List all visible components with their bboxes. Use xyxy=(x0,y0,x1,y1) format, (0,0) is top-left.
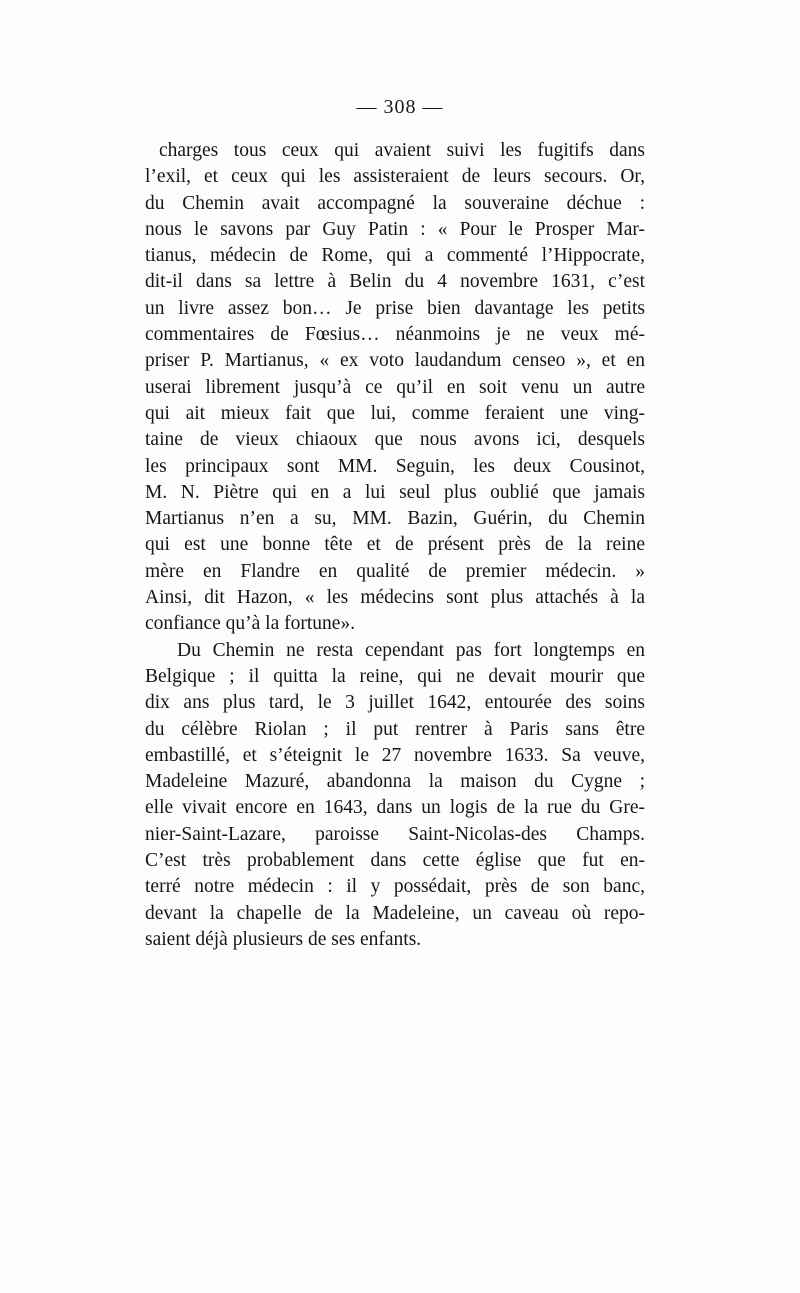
text-line: nier-Saint-Lazare, paroisse Saint-Nicolas-des Champs. xyxy=(145,823,645,845)
text-line: confiance qu’à la fortune». xyxy=(145,613,356,635)
page-number: — 308 — xyxy=(356,96,444,118)
text-line: saient déjà plusieurs de ses enfants. xyxy=(145,928,422,950)
text-line: embastillé, et s’éteignit le 27 novembre 1633. Sa veuve, xyxy=(145,744,645,766)
text-line: un livre assez bon… Je prise bien davantage les petits xyxy=(145,297,645,319)
text-line: priser P. Martianus, « ex voto laudandum censeo », et en xyxy=(145,350,645,372)
text-line: Du Chemin ne resta cependant pas fort longtemps en xyxy=(177,639,645,661)
text-line: charges tous ceux qui avaient suivi les fugitifs dans xyxy=(159,140,645,161)
text-line: devant la chapelle de la Madeleine, un caveau où repo- xyxy=(145,902,645,924)
body-text xyxy=(145,138,645,953)
text-line: dit-il dans sa lettre à Belin du 4 novembre 1631, c’est xyxy=(145,271,645,293)
text-line: M. N. Piètre qui en a lui seul plus oublié que jamais xyxy=(145,481,645,503)
text-line: du célèbre Riolan ; il put rentrer à Paris sans être xyxy=(145,718,645,740)
text-line: du Chemin avait accompagné la souveraine déchue : xyxy=(145,192,645,214)
text-line: qui est une bonne tête et de présent près de la reine xyxy=(145,534,645,556)
text-line: Belgique ; il quitta la reine, qui ne devait mourir que xyxy=(145,665,645,687)
text-line: terré notre médecin : il y possédait, près de son banc, xyxy=(145,876,645,898)
text-line: commentaires de Fœsius… néanmoins je ne veux mé- xyxy=(145,324,645,346)
text-line: l’exil, et ceux qui les assisteraient de leurs secours. Or, xyxy=(145,166,645,188)
text-line: Martianus n’en a su, MM. Bazin, Guérin, du Chemin xyxy=(145,508,645,530)
text-line: mère en Flandre en qualité de premier médecin. » xyxy=(145,560,645,582)
text-line: tianus, médecin de Rome, qui a commenté l’Hippocrate, xyxy=(145,245,645,267)
text-line: nous le savons par Guy Patin : « Pour le Prosper Mar- xyxy=(145,218,645,240)
text-line: userai librement jusqu’à ce qu’il en soit venu un autre xyxy=(145,376,645,398)
text-line: les principaux sont MM. Seguin, les deux Cousinot, xyxy=(145,455,645,477)
text-line: taine de vieux chiaoux que nous avons ici, desquels xyxy=(145,429,645,451)
text-line: C’est très probablement dans cette église que fut en- xyxy=(145,850,645,872)
text-line: Madeleine Mazuré, abandonna la maison du Cygne ; xyxy=(145,771,645,793)
text-line: dix ans plus tard, le 3 juillet 1642, entourée des soins xyxy=(145,692,645,714)
text-line: Ainsi, dit Hazon, « les médecins sont plus attachés à la xyxy=(145,587,645,609)
text-line: elle vivait encore en 1643, dans un logis de la rue du Gre- xyxy=(145,797,645,819)
text-line: qui ait mieux fait que lui, comme feraient une ving- xyxy=(145,402,645,424)
